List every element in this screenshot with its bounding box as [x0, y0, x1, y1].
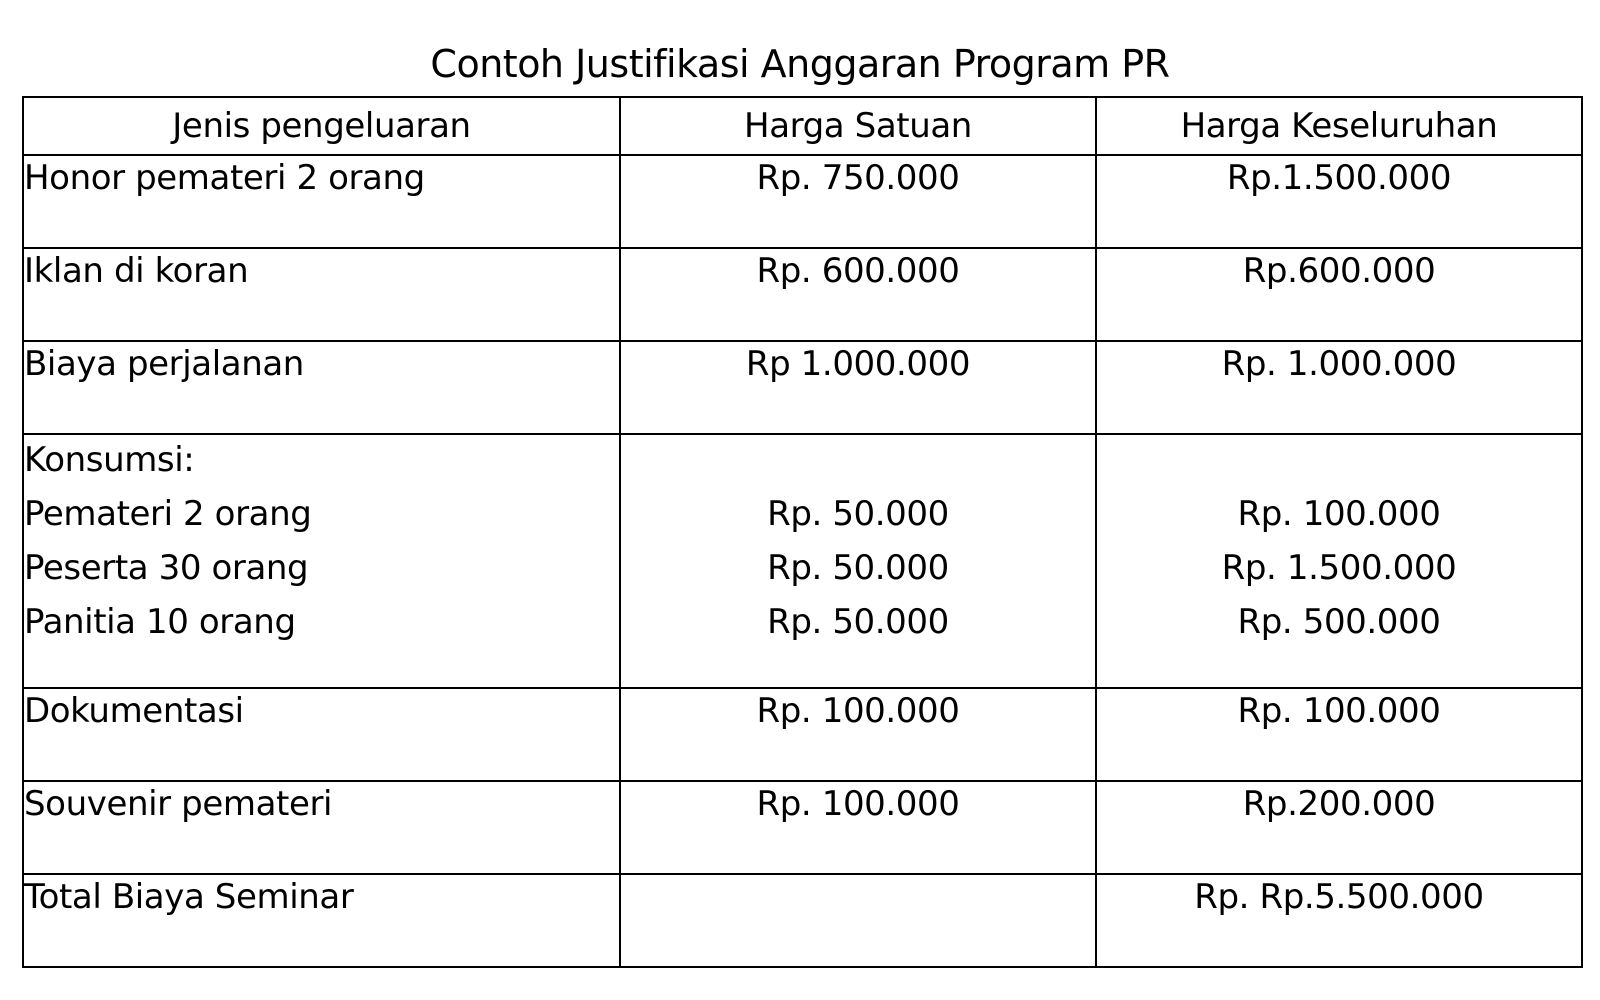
total-label-cell: Total Biaya Seminar — [23, 874, 620, 967]
konsumsi-item: Pemateri 2 orang — [24, 494, 312, 534]
table-row — [23, 155, 1582, 248]
konsumsi-spacer — [621, 433, 1095, 487]
konsumsi-unit-price: Rp. 50.000 — [767, 602, 949, 642]
konsumsi-unit-price: Rp. 50.000 — [767, 494, 949, 534]
expense-item-cell: Honor pemateri 2 orang — [23, 155, 620, 248]
expense-item-cell: Dokumentasi — [23, 688, 620, 781]
unit-price-cell: Rp. 750.000 — [620, 155, 1096, 248]
unit-price-cell — [620, 434, 1096, 688]
unit-price-cell: Rp. 600.000 — [620, 248, 1096, 341]
total-price-cell: Rp. 100.000 — [1096, 688, 1582, 781]
document-title: Contoh Justifikasi Anggaran Program PR — [430, 42, 1170, 86]
expense-item-cell — [23, 434, 620, 688]
table-row-total — [23, 874, 1582, 967]
table-row — [23, 341, 1582, 434]
header-expense-type: Jenis pengeluaran — [23, 97, 620, 155]
unit-price-cell: Rp. 100.000 — [620, 688, 1096, 781]
konsumsi-unit-price: Rp. 50.000 — [767, 548, 949, 588]
konsumsi-total-price: Rp. 100.000 — [1237, 494, 1441, 534]
total-price-cell: Rp. 1.000.000 — [1096, 341, 1582, 434]
unit-price-cell: Rp 1.000.000 — [620, 341, 1096, 434]
table-row — [23, 688, 1582, 781]
konsumsi-total-price: Rp. 1.500.000 — [1221, 548, 1457, 588]
konsumsi-item: Panitia 10 orang — [24, 602, 296, 642]
konsumsi-item: Peserta 30 orang — [24, 548, 309, 588]
budget-table — [22, 96, 1583, 968]
header-total-price: Harga Keseluruhan — [1096, 97, 1582, 155]
total-price-cell: Rp.200.000 — [1096, 781, 1582, 874]
table-header-row — [23, 97, 1582, 155]
total-price-cell: Rp.1.500.000 — [1096, 155, 1582, 248]
grand-total-cell: Rp. Rp.5.500.000 — [1096, 874, 1582, 967]
table-row-konsumsi — [23, 434, 1582, 688]
unit-price-cell: Rp. 100.000 — [620, 781, 1096, 874]
konsumsi-label: Konsumsi: — [24, 440, 195, 480]
total-unit-price-cell — [620, 874, 1096, 967]
expense-item-cell: Souvenir pemateri — [23, 781, 620, 874]
total-price-cell — [1096, 434, 1582, 688]
expense-item-cell: Biaya perjalanan — [23, 341, 620, 434]
table-row — [23, 248, 1582, 341]
total-price-cell: Rp.600.000 — [1096, 248, 1582, 341]
konsumsi-total-price: Rp. 500.000 — [1237, 602, 1441, 642]
expense-item-cell: Iklan di koran — [23, 248, 620, 341]
konsumsi-spacer — [1097, 433, 1581, 487]
header-unit-price: Harga Satuan — [620, 97, 1096, 155]
table-row — [23, 781, 1582, 874]
